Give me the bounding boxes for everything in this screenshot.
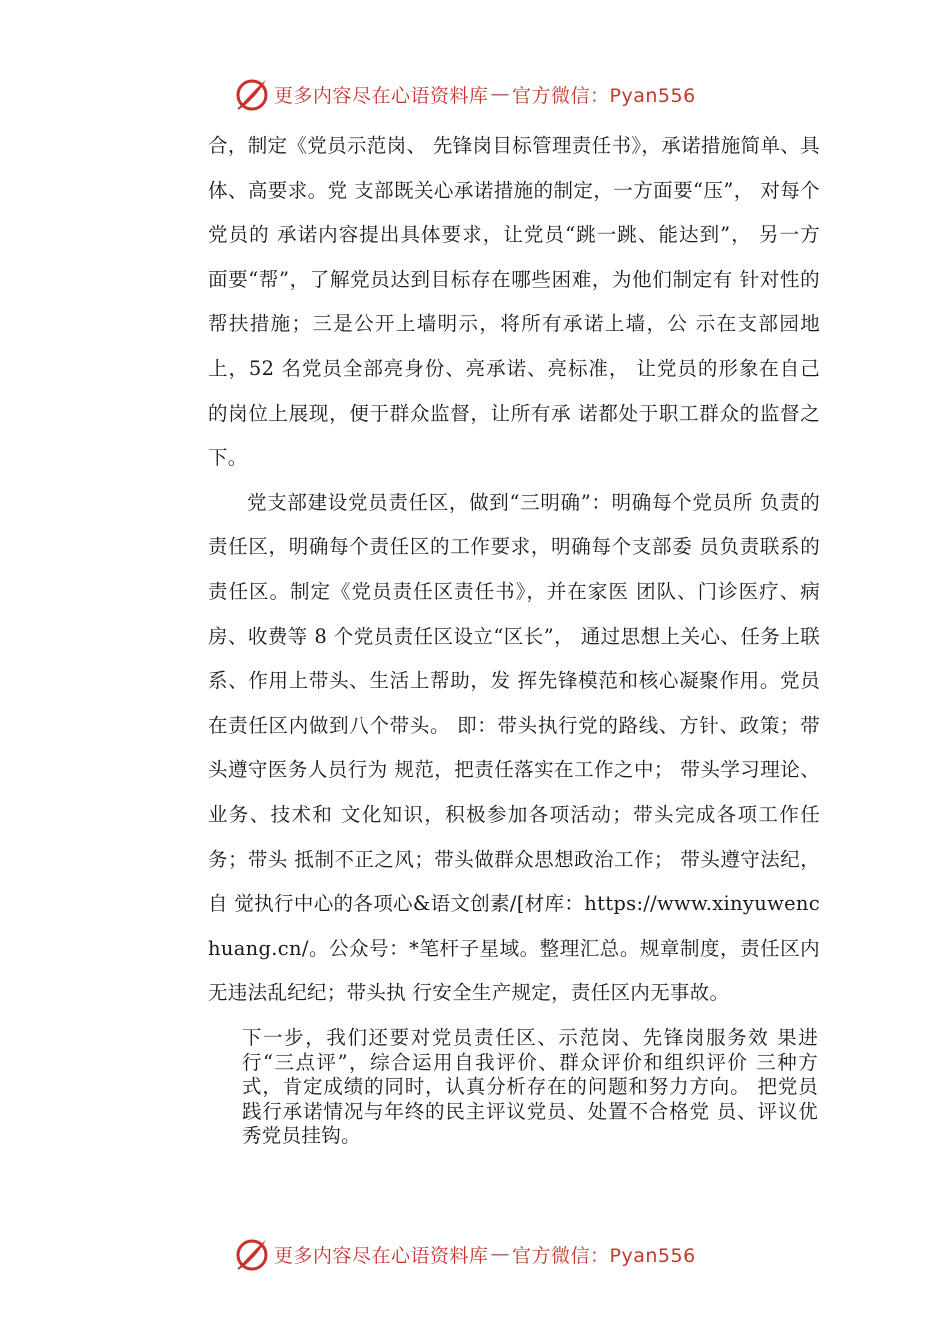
footer-watermark bbox=[234, 1234, 696, 1274]
footer-separator: — bbox=[490, 1243, 511, 1265]
closing-paragraph: 下一步，我们还要对党员责任区、示范岗、先锋岗服务效 果进行“三点评”，综合运用自我评价、群众评价和组织评价 三种方式，肯定成绩的同时，认真分析存在的问题和努力方向。 把党员践行承诺情况与年终的民主评议党员、处置不合格党 员、评议优秀党员挂钩。 bbox=[242, 1026, 818, 1148]
header-separator: — bbox=[490, 83, 511, 105]
header-watermark bbox=[234, 74, 696, 114]
paragraph-1: 合，制定《党员示范岗、 先锋岗目标管理责任书》，承诺措施简单、具体、高要求。党 支部既关心承诺措施的制定，一方面要“压”， 对每个党员的 承诺内容提出具体要求，让党员“跳一跳、能达到”， 另一方 面要“帮”，了解党员达到目标存在哪些困难，为他们制定有 针对性的帮扶措施；三是公开上墙明示，将所有承诺上墙，公 示在支部园地上，52 名党员全部亮身份、亮承诺、亮标准， 让党员的形象在自己的岗位上展现，便于群众监督，让所有承 诺都处于职工群众的监督之下。 bbox=[208, 134, 820, 470]
quill-circle-icon bbox=[234, 76, 270, 112]
paragraph-2: 党支部建设党员责任区，做到“三明确”：明确每个党员所 负责的责任区，明确每个责任区的工作要求，明确每个支部委 员负责联系的责任区。制定《党员责任区责任书》，并在家医 团队、门诊医疗、病房、收费等 8 个党员责任区设立“区长”， 通过思想上关心、任务上联系、作用上带头、生活上帮助，发 挥先锋模范和核心凝聚作用。党员在责任区内做到八个带头。 即：带头执行党的路线、方针、政策；带头遵守医务人员行为 规范，把责任落实在工作之中； 带头学习理论、业务、技术和 文化知识，积极参加各项活动；带头完成各项工作任务；带头 抵制不正之风；带头做群众思想政治工作； 带头遵守法纪，自 觉执行中心的各项心&语文创素/[材库：https://www.xinyuwenchuang.cn/。公众号：*笔杆子星域。整理汇总。规章制度，责任区内无违法乱纪纪；带头执 行安全生产规定，责任区内无事故。 bbox=[208, 490, 820, 1005]
quill-circle-icon bbox=[234, 1236, 270, 1272]
footer-wechat-text: 官方微信：Pyan556 bbox=[512, 1244, 696, 1267]
header-site-text: 更多内容尽在心语资料库 bbox=[274, 84, 489, 107]
footer-site-text: 更多内容尽在心语资料库 bbox=[274, 1244, 489, 1267]
document-body bbox=[208, 124, 820, 1016]
header-wechat-text: 官方微信：Pyan556 bbox=[512, 84, 696, 107]
